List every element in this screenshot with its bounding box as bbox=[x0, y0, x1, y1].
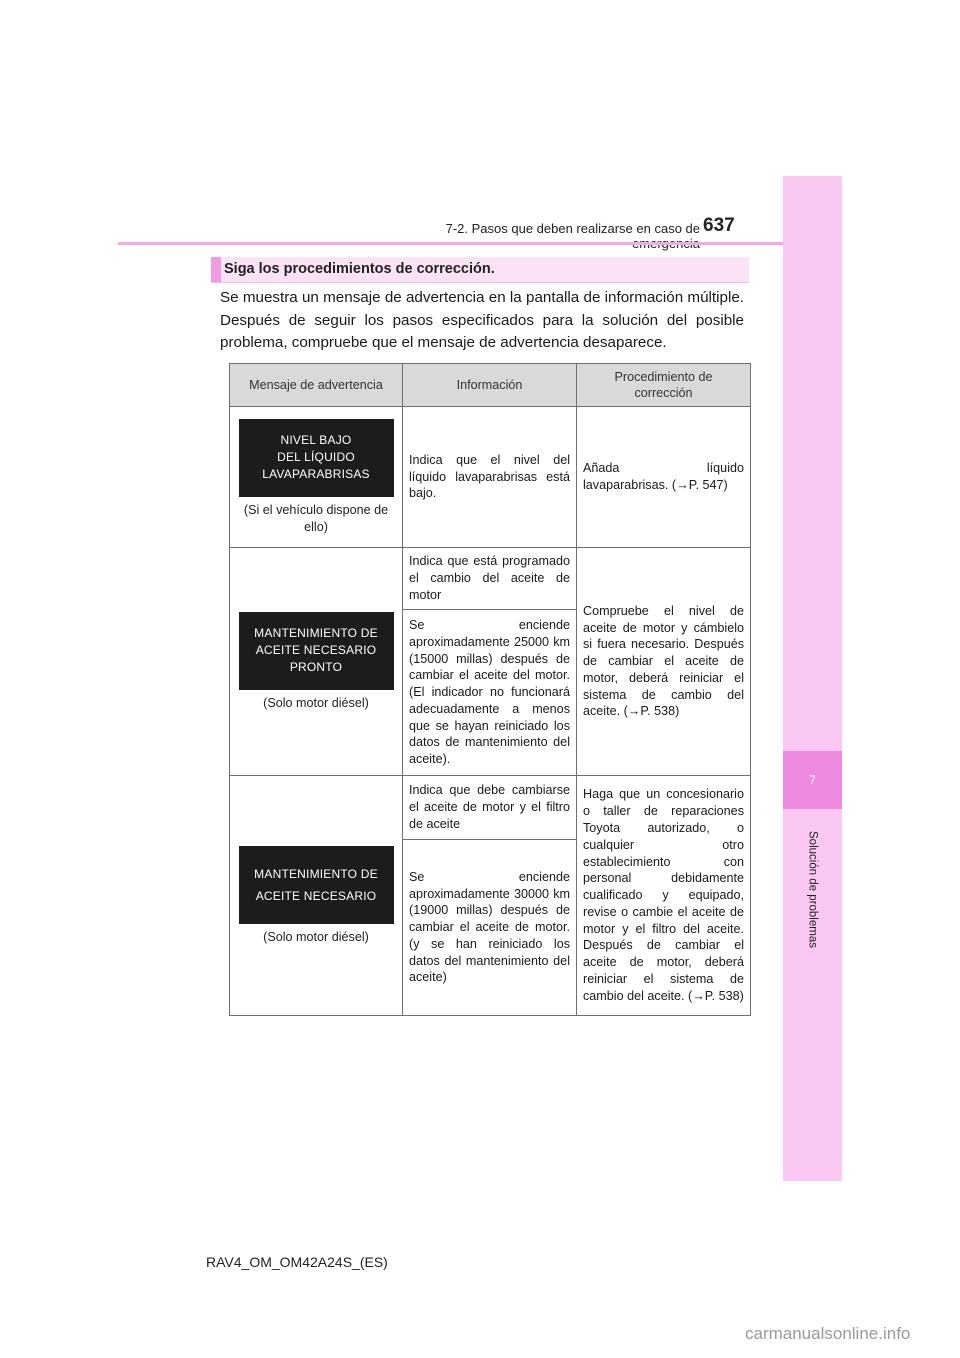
image-caption: (Solo motor diésel) bbox=[263, 695, 369, 710]
info-cell: Indica que debe cambiarse el aceite de motor y el filtro de aceite bbox=[403, 776, 577, 840]
image-caption: (Si el vehículo dispone de ello) bbox=[243, 502, 389, 534]
info-cell: Indica que está programado el cambio del aceite de motor bbox=[403, 548, 577, 610]
table-row bbox=[230, 548, 751, 610]
warning-message-cell bbox=[230, 548, 403, 776]
procedure-cell bbox=[577, 776, 751, 1016]
warning-message-cell bbox=[230, 407, 403, 548]
column-header-procedure bbox=[577, 364, 751, 407]
column-header-message: Mensaje de advertencia bbox=[230, 364, 403, 407]
column-header-info: Información bbox=[403, 364, 577, 407]
section-heading-accent bbox=[211, 257, 221, 282]
running-header: 7-2. Pasos que deben realizarse en caso de bbox=[445, 221, 700, 236]
display-screen-text: MANTENIMIENTO DE ACEITE NECESARIO bbox=[254, 866, 378, 903]
section-heading-text: Siga los procedimientos de corrección. bbox=[224, 261, 495, 277]
info-cell: Se enciende aproximadamente 30000 km (19000 millas) después de cambiar el aceite de motor. (y se han reiniciado los datos del mantenimiento del aceite) bbox=[403, 840, 577, 1016]
display-screen-image bbox=[239, 612, 394, 690]
page-number: 637 bbox=[703, 215, 735, 236]
info-cell: Indica que el nivel del líquido lavaparabrisas está bajo. bbox=[403, 407, 577, 548]
table-header-row bbox=[230, 364, 751, 407]
display-screen-image bbox=[239, 846, 394, 924]
procedure-text[interactable]: Compruebe el nivel de aceite de motor y cámbielo si fuera necesario. Después de cambiar el aceite de motor, deberá reiniciar el sistema de cambio del aceite. (→P. 538) bbox=[583, 603, 744, 719]
header-rule bbox=[118, 242, 783, 245]
display-screen-image bbox=[239, 419, 394, 497]
chapter-label-text: Solución de problemas bbox=[806, 830, 819, 948]
procedure-text[interactable]: Añada líquido lavaparabrisas. (→P. 547) bbox=[583, 461, 744, 492]
table-row bbox=[230, 776, 751, 840]
model-code: RAV4_OM_OM42A24S_(ES) bbox=[206, 1254, 388, 1270]
chapter-label[interactable] bbox=[783, 809, 842, 969]
section-heading bbox=[211, 257, 749, 283]
chapter-tab-top bbox=[783, 176, 842, 751]
image-caption: (Solo motor diésel) bbox=[263, 929, 369, 944]
watermark-text[interactable]: carmanualsonline.info bbox=[745, 1324, 911, 1343]
warning-message-table bbox=[229, 363, 751, 1016]
procedure-cell bbox=[577, 407, 751, 548]
column-header-procedure-text: Procedimiento de corrección bbox=[614, 370, 713, 400]
procedure-text[interactable]: Haga que un concesionario o taller de reparaciones Toyota autorizado, o cualquier otro establecimiento con personal debidamente cualificado y equipado, revise o cambie el aceite de motor y el filtro del aceite. Después de cambiar el aceite de motor, deberá reiniciar el sistema de cambio del aceite. (→P. 538) bbox=[583, 787, 744, 1003]
chapter-number[interactable]: 7 bbox=[783, 751, 842, 809]
warning-message-cell bbox=[230, 776, 403, 1016]
info-cell: Se enciende aproximadamente 25000 km (15000 millas) después de cambiar el aceite del motor. (El indicador no funcionará adecuadamente a menos que se hayan reiniciado los datos de mantenimiento del aceite). bbox=[403, 610, 577, 776]
table-row bbox=[230, 407, 751, 548]
display-screen-text: NIVEL BAJO DEL LÍQUIDO LAVAPARABRISAS bbox=[262, 433, 370, 481]
procedure-cell bbox=[577, 548, 751, 776]
intro-paragraph: Se muestra un mensaje de advertencia en la pantalla de información múltiple. Después de seguir los pasos especificados para la solución del posible problema, compruebe que el mensaje de advertencia desaparece. bbox=[220, 289, 744, 351]
display-screen-text: MANTENIMIENTO DE ACEITE NECESARIO PRONTO bbox=[254, 626, 378, 674]
